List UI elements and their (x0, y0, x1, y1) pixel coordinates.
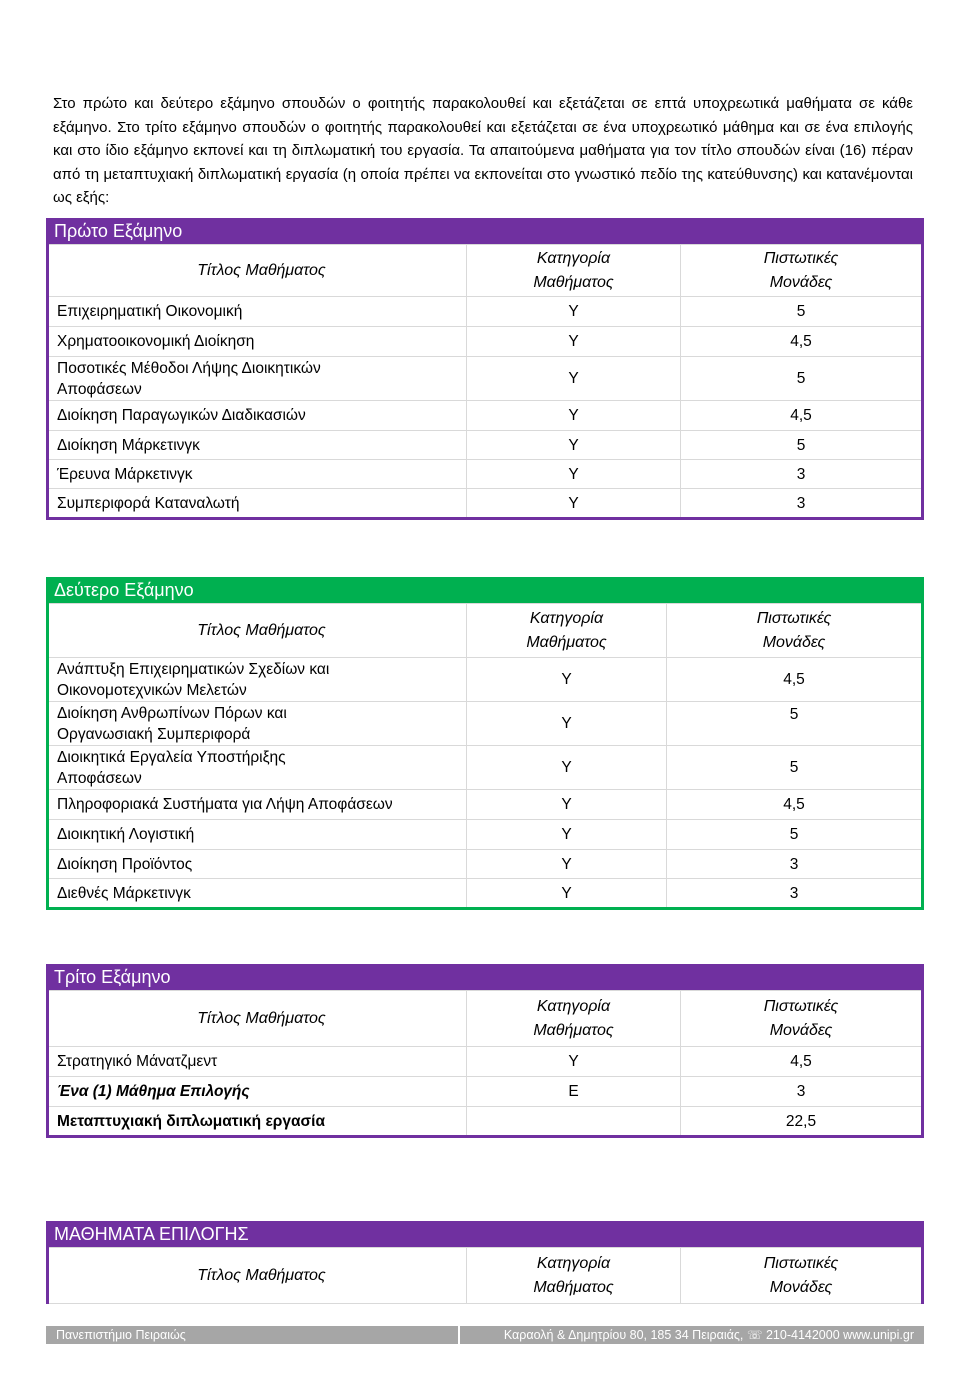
table-row (48, 702, 923, 746)
header-title: Τίτλος Μαθήματος (48, 604, 467, 658)
course-category: Υ (467, 702, 667, 746)
footer-university: Πανεπιστήμιο Πειραιώς (56, 1328, 186, 1342)
intro-part1: Στο πρώτο και δεύτερο εξάμηνο σπουδών ο φοιτητής παρακολουθεί και εξετάζεται σε επτά υποχρεωτικά μαθήματα σε κάθε εξάμηνο. Στο τρίτο εξάμηνο σπουδών ο φοιτητής παρακολουθεί και εξετάζεται σε ένα υποχρεωτικό μάθημα και σε ένα επιλογής και στο ίδιο εξάμηνο εκπονεί και τη διπλωματική του εργασία. (53, 95, 913, 159)
table-row (48, 401, 923, 431)
table-header-row (48, 991, 923, 1047)
electives-title: ΜΑΘΗΜΑΤΑ ΕΠΙΛΟΓΗΣ (46, 1221, 924, 1247)
semester1-title: Πρώτο Εξάμηνο (46, 218, 924, 244)
course-category: Υ (467, 850, 667, 879)
course-credits: 3 (667, 879, 923, 909)
electives-table (46, 1247, 924, 1304)
semester1-section (46, 218, 924, 520)
course-credits: 5 (667, 702, 923, 746)
course-title: Ποσοτικές Μέθοδοι Λήψης Διοικητικών Αποφάσεων (48, 357, 467, 401)
semester3-section (46, 964, 924, 1138)
course-title: Έρευνα Μάρκετινγκ (48, 460, 467, 489)
header-category: Κατηγορία Μαθήματος (467, 991, 681, 1047)
course-title: Διοίκηση Μάρκετινγκ (48, 431, 467, 460)
header-title: Τίτλος Μαθήματος (48, 245, 467, 297)
header-credits: Πιστωτικές Μονάδες (667, 604, 923, 658)
course-category: Υ (467, 489, 681, 519)
course-title: Διοίκηση Προϊόντος (48, 850, 467, 879)
table-row (48, 357, 923, 401)
course-category: Υ (467, 658, 667, 702)
header-category: Κατηγορία Μαθήματος (467, 604, 667, 658)
table-row (48, 879, 923, 909)
header-category: Κατηγορία Μαθήματος (467, 1248, 681, 1304)
course-title: Ένα (1) Μάθημα Επιλογής (48, 1077, 467, 1107)
table-row (48, 746, 923, 790)
footer-divider (458, 1326, 460, 1344)
semester3-title: Τρίτο Εξάμηνο (46, 964, 924, 990)
course-category: Υ (467, 879, 667, 909)
semester3-table (46, 990, 924, 1138)
course-category: Υ (467, 790, 667, 820)
table-header-row (48, 245, 923, 297)
table-row (48, 658, 923, 702)
course-category: Υ (467, 327, 681, 357)
course-category: Υ (467, 297, 681, 327)
course-category: Ε (467, 1077, 681, 1107)
page-footer (46, 1326, 924, 1344)
course-title: Μεταπτυχιακή διπλωματική εργασία (48, 1107, 467, 1137)
course-credits: 5 (667, 746, 923, 790)
course-category: Υ (467, 460, 681, 489)
semester1-table (46, 244, 924, 520)
table-row (48, 1077, 923, 1107)
table-header-row (48, 1248, 923, 1304)
course-category: Υ (467, 746, 667, 790)
course-credits: 4,5 (681, 401, 923, 431)
course-title: Χρηματοοικονομική Διοίκηση (48, 327, 467, 357)
course-title: Συμπεριφορά Καταναλωτή (48, 489, 467, 519)
electives-section (46, 1221, 924, 1304)
table-row (48, 850, 923, 879)
course-category: Υ (467, 1047, 681, 1077)
course-credits: 4,5 (681, 1047, 923, 1077)
header-title: Τίτλος Μαθήματος (48, 991, 467, 1047)
course-credits: 4,5 (681, 327, 923, 357)
table-row (48, 460, 923, 489)
header-credits: Πιστωτικές Μονάδες (681, 245, 923, 297)
course-title: Πληροφοριακά Συστήματα για Λήψη Αποφάσεων (48, 790, 467, 820)
course-credits: 5 (667, 820, 923, 850)
course-category (467, 1107, 681, 1137)
course-credits: 5 (681, 297, 923, 327)
semester2-section (46, 577, 924, 910)
course-title: Στρατηγικό Μάνατζμεντ (48, 1047, 467, 1077)
table-row (48, 1047, 923, 1077)
course-credits: 5 (681, 431, 923, 460)
course-category: Υ (467, 820, 667, 850)
course-title: Διοίκηση Ανθρωπίνων Πόρων και Οργανωσιακή Συμπεριφορά (48, 702, 467, 746)
header-credits: Πιστωτικές Μονάδες (681, 1248, 923, 1304)
course-category: Υ (467, 357, 681, 401)
course-credits: 3 (681, 1077, 923, 1107)
table-row (48, 327, 923, 357)
table-header-row (48, 604, 923, 658)
course-credits: 5 (681, 357, 923, 401)
course-credits: 22,5 (681, 1107, 923, 1137)
course-credits: 4,5 (667, 790, 923, 820)
course-credits: 3 (681, 489, 923, 519)
course-category: Υ (467, 431, 681, 460)
table-row (48, 820, 923, 850)
table-row (48, 489, 923, 519)
course-credits: 3 (681, 460, 923, 489)
course-title: Διοίκηση Παραγωγικών Διαδικασιών (48, 401, 467, 431)
course-title: Διοικητικά Εργαλεία Υποστήριξης Αποφάσεων (48, 746, 467, 790)
course-title: Διεθνές Μάρκετινγκ (48, 879, 467, 909)
intro-paragraph (53, 92, 913, 210)
semester2-title: Δεύτερο Εξάμηνο (46, 577, 924, 603)
course-title: Διοικητική Λογιστική (48, 820, 467, 850)
table-row (48, 1107, 923, 1137)
table-row (48, 790, 923, 820)
course-title: Επιχειρηματική Οικονομική (48, 297, 467, 327)
header-credits: Πιστωτικές Μονάδες (681, 991, 923, 1047)
semester2-table (46, 603, 924, 910)
course-title: Ανάπτυξη Επιχειρηματικών Σχεδίων και Οικονομοτεχνικών Μελετών (48, 658, 467, 702)
table-row (48, 297, 923, 327)
header-title: Τίτλος Μαθήματος (48, 1248, 467, 1304)
intro-part2: Τα απαιτούμενα μαθήματα για τον τίτλο σπουδών είναι (16) πέραν από τη μεταπτυχιακή διπλωματική εργασία (η οποία πρέπει να εκπονείται στο γνωστικό πεδίο της κατεύθυνσης) και κατανέμονται ως εξής: (53, 142, 913, 206)
course-credits: 3 (667, 850, 923, 879)
footer-address: Καραολή & Δημητρίου 80, 185 34 Πειραιάς, ☏ 210-4142000 www.unipi.gr (503, 1328, 914, 1342)
table-row (48, 431, 923, 460)
course-credits: 4,5 (667, 658, 923, 702)
course-category: Υ (467, 401, 681, 431)
header-category: Κατηγορία Μαθήματος (467, 245, 681, 297)
